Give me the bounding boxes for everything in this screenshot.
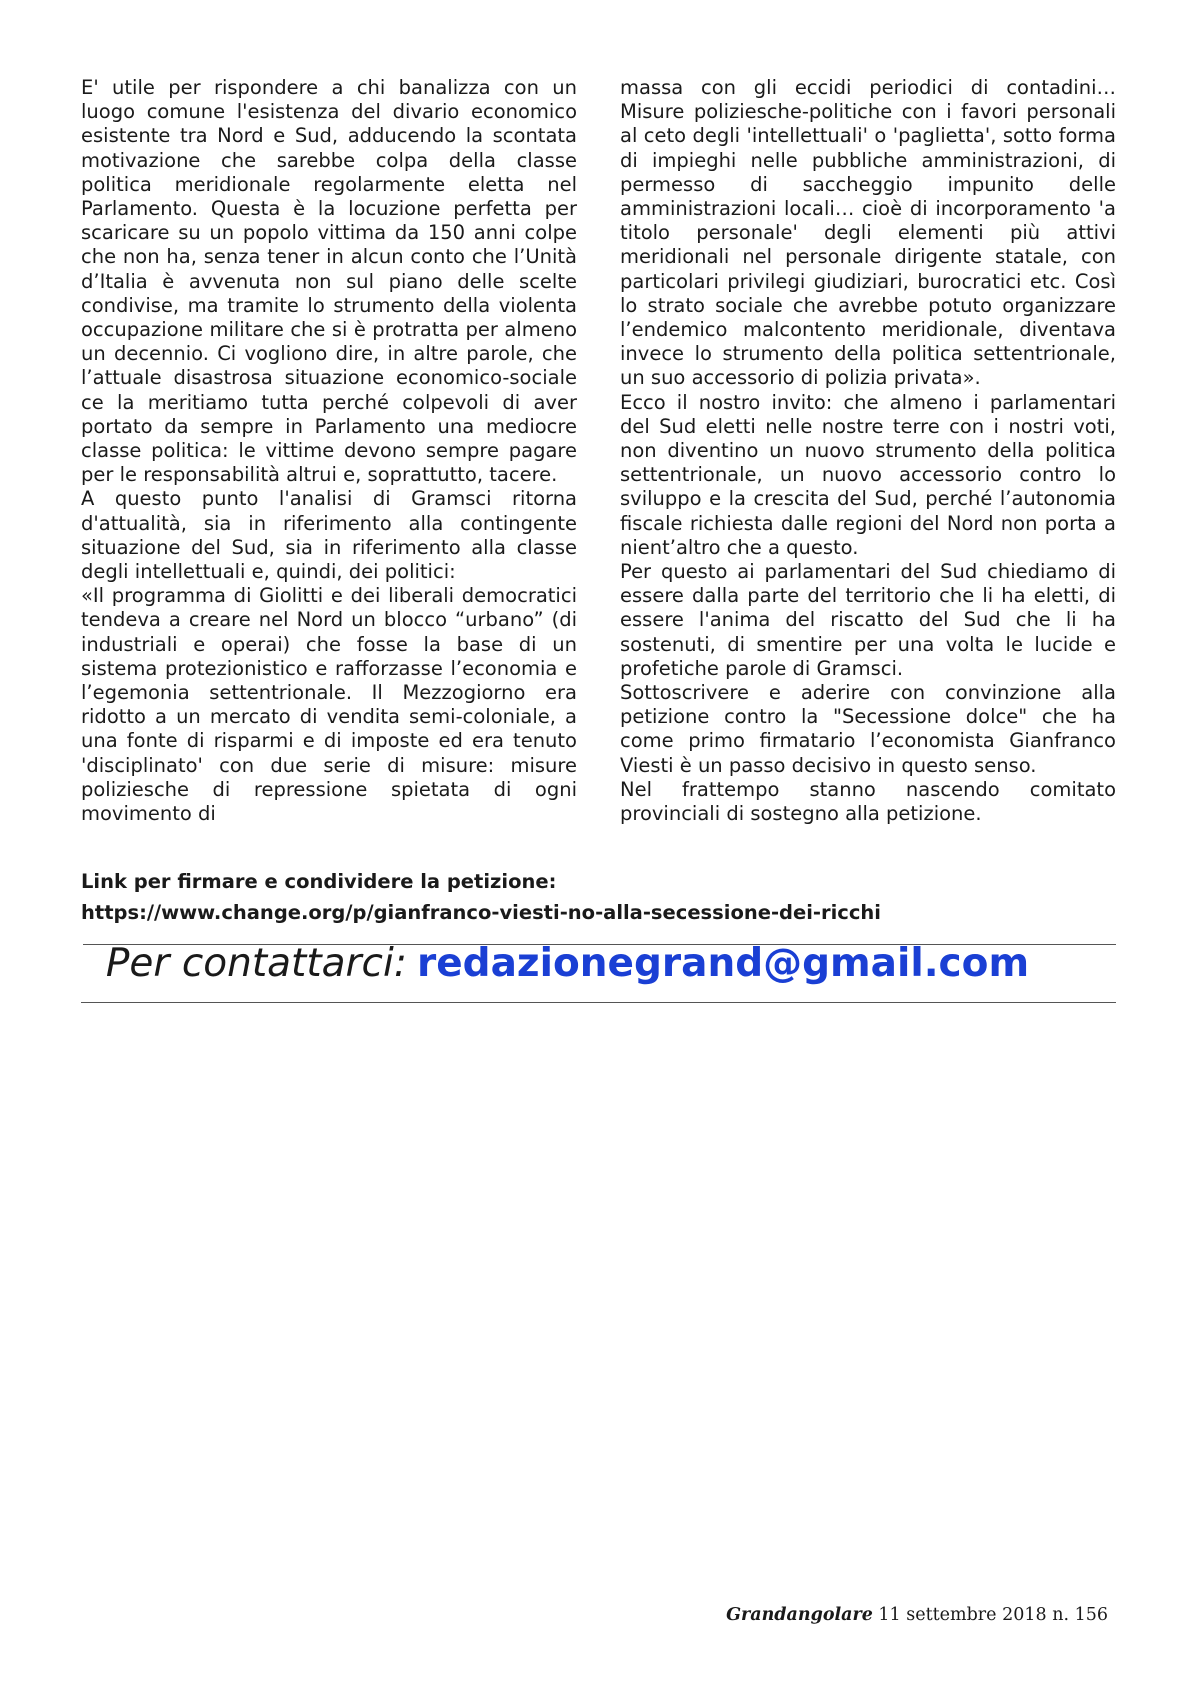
paragraph: Per questo ai parlamentari del Sud chiediamo di essere dalla parte del territorio che li ha eletti, di essere l'anima del riscatto del Sud che li ha sostenuti, di smentire per una volta le lucide e profetiche parole di Gramsci.	[620, 560, 1116, 680]
paragraph: Sottoscrivere e aderire con convinzione alla petizione contro la "Secessione dolce" che ha come primo firmatario l’economista Gianfranco Viesti è un passo decisivo in questo senso.	[620, 681, 1116, 777]
issue-info: 11 settembre 2018 n. 156	[878, 1605, 1108, 1625]
paragraph: A questo punto l'analisi di Gramsci ritorna d'attualità, sia in riferimento alla contingente situazione del Sud, sia in riferimento alla classe degli intellettuali e, quindi, dei politici:	[81, 487, 577, 584]
paragraph: E' utile per rispondere a chi banalizza con un luogo comune l'esistenza del divario economico esistente tra Nord e Sud, adducendo la scontata motivazione che sarebbe colpa della classe politica meridionale regolarmente eletta nel Parlamento. Questa è la locuzione perfetta per scaricare su un popolo vittima da 150 anni colpe che non ha, senza tener in alcun conto che l’Unità d’Italia è avvenuta non sul piano delle scelte condivise, ma tramite lo strumento della violenta occupazione militare che si è protratta per almeno un decennio. Ci vogliono dire, in altre parole, che l’attuale disastrosa situazione economico-sociale ce la meritiamo tutta perché colpevoli di aver portato da sempre in Parlamento una mediocre classe politica: le vittime devono sempre pagare per le responsabilità altrui e, soprattutto, tacere.	[81, 76, 577, 487]
right-column	[620, 76, 1116, 826]
petition-url-link[interactable]: https://www.change.org/p/gianfranco-viesti-no-alla-secessione-dei-ricchi	[81, 901, 881, 924]
paragraph: Ecco il nostro invito: che almeno i parlamentari del Sud eletti nelle nostre terre con i nostri voti, non diventino un nuovo strumento della politica settentrionale, un nuovo accessorio contro lo sviluppo e la crescita del Sud, perché l’autonomia fiscale richiesta dalle regioni del Nord non porta a nient’altro che a questo.	[620, 390, 1116, 559]
left-column	[81, 76, 577, 826]
contact-label: Per contattarci:	[105, 941, 407, 986]
contact-email-link[interactable]: redazionegrand@gmail.com	[416, 941, 1030, 986]
paragraph: massa con gli eccidi periodici di contadini… Misure poliziesche-politiche con i favori personali al ceto degli 'intellettuali' o 'paglietta', sotto forma di impieghi nelle pubbliche amministrazioni, di permesso di saccheggio impunito delle amministrazioni locali… cioè di incorporamento 'a titolo personale' degli elementi più attivi meridionali nel personale dirigente statale, con particolari privilegi giudiziari, burocratici etc. Così lo strato sociale che avrebbe potuto organizzare l’endemico malcontento meridionale, diventava invece lo strumento della politica settentrionale, un suo accessorio di polizia privata».	[620, 76, 1116, 390]
petition-link-block	[81, 866, 881, 928]
page-footer	[726, 1605, 1108, 1625]
paragraph: «Il programma di Giolitti e dei liberali democratici tendeva a creare nel Nord un blocco “urbano” (di industriali e operai) che fosse la base di un sistema protezionistico e rafforzasse l’economia e l’egemonia settentrionale. Il Mezzogiorno era ridotto a un mercato di vendita semi-coloniale, a una fonte di risparmi e di imposte ed era tenuto 'disciplinato' con due serie di misure: misure poliziesche di repressione spietata di ogni movimento di	[81, 584, 577, 826]
petition-heading: Link per firmare e condividere la petizione:	[81, 870, 557, 893]
paragraph: Nel frattempo stanno nascendo comitato provinciali di sostegno alla petizione.	[620, 777, 1116, 826]
contact-bottom-divider	[81, 1002, 1116, 1003]
contact-line	[0, 937, 1163, 991]
article-body	[81, 76, 1116, 826]
magazine-name: Grandangolare	[726, 1605, 873, 1625]
